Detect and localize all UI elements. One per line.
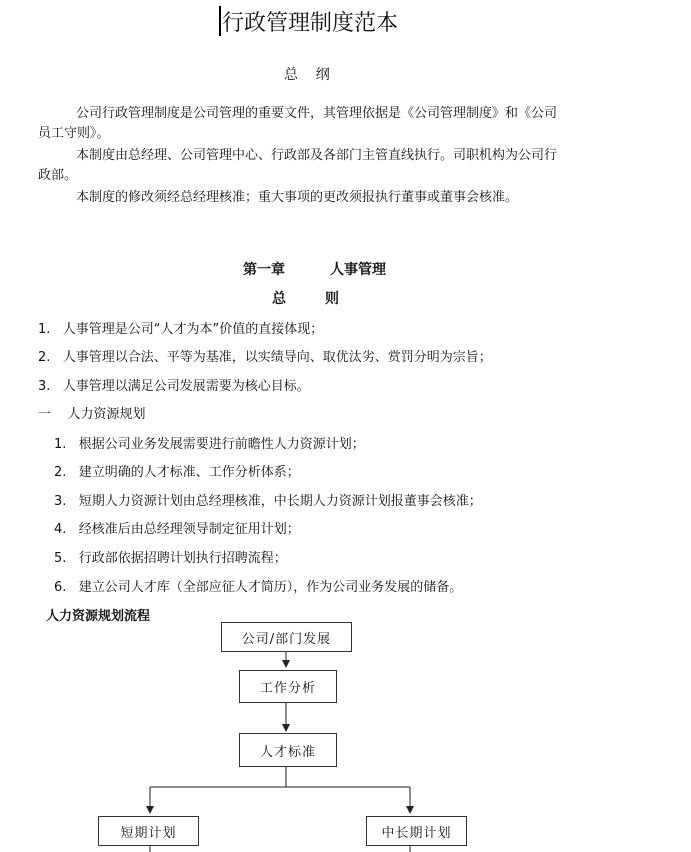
paragraph-2-line-2: 政部。 (38, 168, 78, 183)
flow-node-job-analysis: 工作分析 (239, 670, 337, 703)
flow-node-company-development: 公司/部门发展 (221, 622, 352, 652)
flow-heading: 人力资源规划流程 (46, 609, 151, 624)
section-heading: 一 人力资源规划 (38, 407, 146, 422)
chapter-number: 第一章 (243, 262, 285, 278)
principle-item-1: 1. 人事管理是公司“人才为本”价值的直接体现； (38, 322, 324, 337)
flow-node-long-term-plan: 中长期计划 (366, 816, 467, 846)
planning-item-3: 3. 短期人力资源计划由总经理核准，中长期人力资源计划报董事会核准； (54, 494, 482, 509)
principle-item-3: 3. 人事管理以满足公司发展需要为核心目标。 (38, 379, 310, 394)
paragraph-1-line-2: 员工守则》。 (38, 126, 110, 141)
paragraph-3: 本制度的修改须经总经理核准；重大事项的更改须报执行董事或董事会核准。 (76, 190, 519, 205)
planning-item-5: 5. 行政部依据招聘计划执行招聘流程； (54, 551, 287, 566)
chapter-sub-heading: 总 则 (272, 291, 339, 307)
planning-item-2: 2. 建立明确的人才标准、工作分析体系； (54, 465, 300, 480)
paragraph-2-line-1: 本制度由总经理、公司管理中心、行政部及各部门主管直线执行。司职机构为公司行 (76, 148, 558, 163)
flow-node-short-term-plan: 短期计划 (98, 816, 199, 846)
paragraph-1-line-1: 公司行政管理制度是公司管理的重要文件，其管理依据是《公司管理制度》和《公司 (76, 106, 558, 121)
principle-item-2: 2. 人事管理以合法、平等为基准，以实绩导向、取优汰劣、赏罚分明为宗旨； (38, 350, 492, 365)
flow-node-talent-standard: 人才标准 (239, 733, 337, 767)
planning-item-1: 1. 根据公司业务发展需要进行前瞻性人力资源计划； (54, 437, 365, 452)
planning-item-4: 4. 经核准后由总经理领导制定征用计划； (54, 522, 300, 537)
chapter-name: 人事管理 (330, 262, 386, 278)
document-title: 行政管理制度范本 (222, 11, 399, 36)
planning-item-6: 6. 建立公司人才库（全部应征人才简历），作为公司业务发展的储备。 (54, 580, 463, 595)
general-heading: 总 纲 (284, 67, 330, 83)
